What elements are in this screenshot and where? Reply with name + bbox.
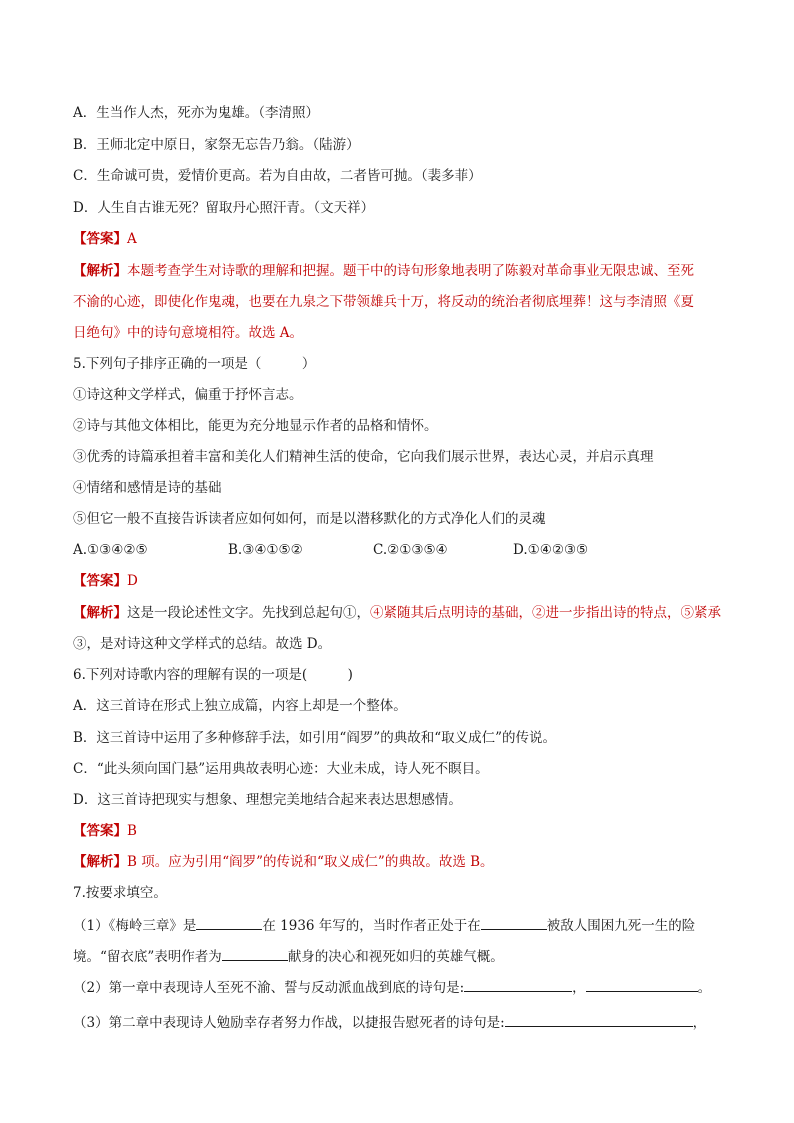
answer-tag: 【答案】 bbox=[73, 573, 127, 589]
q5-choice-b: B.③④①⑤② bbox=[228, 542, 303, 558]
q5-sentence-1: ①诗这种文学样式，偏重于抒怀言志。 bbox=[73, 387, 303, 403]
q7-item-1-text-d: 境。“留衣底”表明作者为 bbox=[73, 949, 222, 965]
answer-value: B bbox=[127, 823, 137, 839]
answer-tag: 【答案】 bbox=[73, 231, 127, 247]
q4-option-c: C．生命诚可贵，爱情价更高。若为自由故，二者皆可抛。（裴多菲） bbox=[73, 168, 482, 184]
q7-item-1-text-a: （1）《梅岭三章》是 bbox=[73, 918, 197, 934]
answer-value: A bbox=[127, 231, 137, 247]
q7-item-1-text-e: 献身的决心和视死如归的英雄气概。 bbox=[287, 949, 504, 965]
q5-choices bbox=[73, 541, 723, 559]
q4-analysis-line-3: 日绝句》中的诗句意境相符。故选 A。 bbox=[73, 325, 304, 341]
fill-blank-place[interactable] bbox=[481, 915, 547, 930]
q7-item-2-comma: ， bbox=[572, 980, 586, 996]
q7-item-3-comma: ， bbox=[692, 1015, 707, 1031]
q5-choice-c: C.②①③⑤④ bbox=[373, 542, 448, 558]
q4-answer bbox=[73, 230, 137, 248]
q5-choice-a: A.①③④②⑤ bbox=[73, 542, 148, 558]
q5-analysis-line-1 bbox=[73, 604, 721, 622]
q6-option-a: A．这三首诗在形式上独立成篇，内容上却是一个整体。 bbox=[73, 698, 407, 714]
q4-option-b: B．王师北定中原日，家祭无忘告乃翁。（陆游） bbox=[73, 137, 360, 153]
q6-option-d: D．这三首诗把现实与想象、理想完美地结合起来表达思想感情。 bbox=[73, 792, 462, 808]
q5-sentence-5: ⑤但它一般不直接告诉读者应如何如何，而是以潜移默化的方式净化人们的灵魂 bbox=[73, 511, 546, 527]
analysis-text: 本题考查学生对诗歌的理解和把握。题干中的诗句形象地表明了陈毅对革命事业无限忠诚、至死 bbox=[127, 263, 694, 279]
q7-item-2 bbox=[73, 977, 711, 997]
analysis-tag: 【解析】 bbox=[73, 263, 127, 279]
q7-item-3 bbox=[73, 1012, 706, 1032]
fill-blank-cause[interactable] bbox=[222, 946, 288, 961]
q7-item-1-text-c: 被敌人围困九死一生的险 bbox=[546, 918, 696, 934]
q4-analysis-line-1 bbox=[73, 262, 694, 280]
q5-sentence-2: ②诗与其他文体相比，能更为充分地显示作者的品格和情怀。 bbox=[73, 418, 438, 434]
q5-choice-d: D.①④②③⑤ bbox=[513, 542, 589, 558]
fill-blank-verse-2[interactable] bbox=[586, 977, 698, 992]
q5-stem: 5.下列句子排序正确的一项是（ ） bbox=[73, 356, 316, 372]
answer-value: D bbox=[127, 573, 138, 589]
answer-tag: 【答案】 bbox=[73, 823, 127, 839]
q7-item-1-text-b: 在 1936 年写的，当时作者正处于在 bbox=[262, 918, 481, 934]
q6-option-b: B．这三首诗中运用了多种修辞手法，如引用“阎罗”的典故和“取义成仁”的传说。 bbox=[73, 730, 557, 746]
q5-analysis-line-2: ③，是对诗这种文学样式的总结。故选 D。 bbox=[73, 636, 332, 652]
q6-answer bbox=[73, 822, 137, 840]
q5-sentence-3: ③优秀的诗篇承担着丰富和美化人们精神生活的使命，它向我们展示世界，表达心灵，并启示真理 bbox=[73, 449, 654, 465]
q7-item-1-line-1 bbox=[73, 915, 695, 935]
q4-option-d: D．人生自古谁无死？留取丹心照汗青。（文天祥） bbox=[73, 200, 375, 216]
q6-analysis bbox=[73, 853, 494, 871]
analysis-tag: 【解析】 bbox=[73, 854, 127, 870]
q4-option-a: A．生当作人杰，死亦为鬼雄。（李清照） bbox=[73, 105, 319, 121]
q7-item-2-text: （2）第一章中表现诗人至死不渝、誓与反动派血战到底的诗句是: bbox=[73, 980, 465, 996]
q6-stem: 6.下列对诗歌内容的理解有误的一项是( ) bbox=[73, 667, 353, 683]
q4-analysis-line-2: 不渝的心迹，即使化作鬼魂，也要在九泉之下带领雄兵十万，将反动的统治者彻底埋葬！这与李清照《夏 bbox=[73, 294, 694, 310]
fill-blank-verse-3[interactable] bbox=[505, 1012, 693, 1027]
q7-item-3-text: （3）第二章中表现诗人勉励幸存者努力作战，以捷报告慰死者的诗句是: bbox=[73, 1015, 505, 1031]
q6-option-c: C．“此头须向国门悬”运用典故表明心迹：大业未成，诗人死不瞑目。 bbox=[73, 761, 489, 777]
analysis-text: 这是一段论述性文字。先找到总起句①， bbox=[127, 605, 370, 621]
q5-sentence-4: ④情绪和感情是诗的基础 bbox=[73, 480, 222, 496]
q7-item-2-period: 。 bbox=[697, 980, 712, 996]
analysis-text: B 项。应为引用“阎罗”的传说和“取义成仁”的典故。故选 B。 bbox=[127, 854, 494, 870]
analysis-text-highlight: ④紧随其后点明诗的基础，②进一步指出诗的特点，⑤紧承 bbox=[370, 605, 721, 621]
q5-answer bbox=[73, 572, 138, 590]
fill-blank-verse-1[interactable] bbox=[464, 977, 572, 992]
analysis-tag: 【解析】 bbox=[73, 605, 127, 621]
fill-blank-author[interactable] bbox=[196, 915, 262, 930]
q7-item-1-line-2 bbox=[73, 946, 504, 966]
q7-stem: 7.按要求填空。 bbox=[73, 885, 167, 901]
